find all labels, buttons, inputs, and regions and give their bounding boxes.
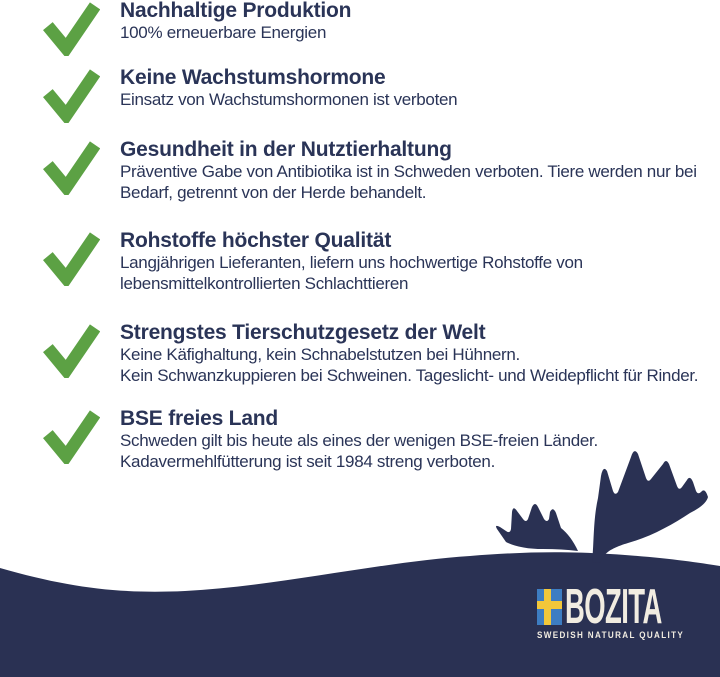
benefit-body-line: Kadavermehlfütterung ist seit 1984 streng verboten. <box>120 452 495 471</box>
benefit-heading: Nachhaltige Produktion <box>120 0 352 22</box>
benefit-body-line: Einsatz von Wachstumshormonen ist verboten <box>120 90 458 109</box>
benefit-heading: BSE freies Land <box>120 407 279 430</box>
benefit-heading: Keine Wachstumshormone <box>120 66 386 89</box>
benefit-body-line: Langjährigen Lieferanten, liefern uns hochwertige Rohstoffe von <box>120 253 583 272</box>
benefit-heading: Gesundheit in der Nutztierhaltung <box>120 138 452 161</box>
brand-name: BOZITA <box>565 580 662 634</box>
flag-cross-horizontal <box>537 601 562 609</box>
brand-tagline: SWEDISH NATURAL QUALITY <box>537 630 685 641</box>
benefit-body-line: 100% erneuerbare Energien <box>120 23 327 42</box>
benefit-body-line: Bedarf, getrennt von der Herde behandelt. <box>120 183 427 202</box>
benefit-body-line: lebensmittelkontrollierten Schlachttieren <box>120 274 409 293</box>
benefit-body-line: Kein Schwanzkuppieren bei Schweinen. Tageslicht- und Weidepflicht für Rinder. <box>120 366 699 385</box>
benefit-heading: Strengstes Tierschutzgesetz der Welt <box>120 321 486 344</box>
moose-antler-left-icon <box>496 504 578 551</box>
swedish-flag-icon <box>537 589 562 625</box>
benefit-body-line: Schweden gilt bis heute als eines der wenigen BSE-freien Länder. <box>120 431 598 450</box>
benefit-body-line: Keine Käfighaltung, kein Schnabelstutzen bei Hühnern. <box>120 345 520 364</box>
moose-antler-right-icon <box>592 451 708 563</box>
benefit-heading: Rohstoffe höchster Qualität <box>120 229 392 252</box>
bozita-logo <box>537 580 720 643</box>
benefit-body-line: Präventive Gabe von Antibiotika ist in Schweden verboten. Tiere werden nur bei <box>120 162 697 181</box>
